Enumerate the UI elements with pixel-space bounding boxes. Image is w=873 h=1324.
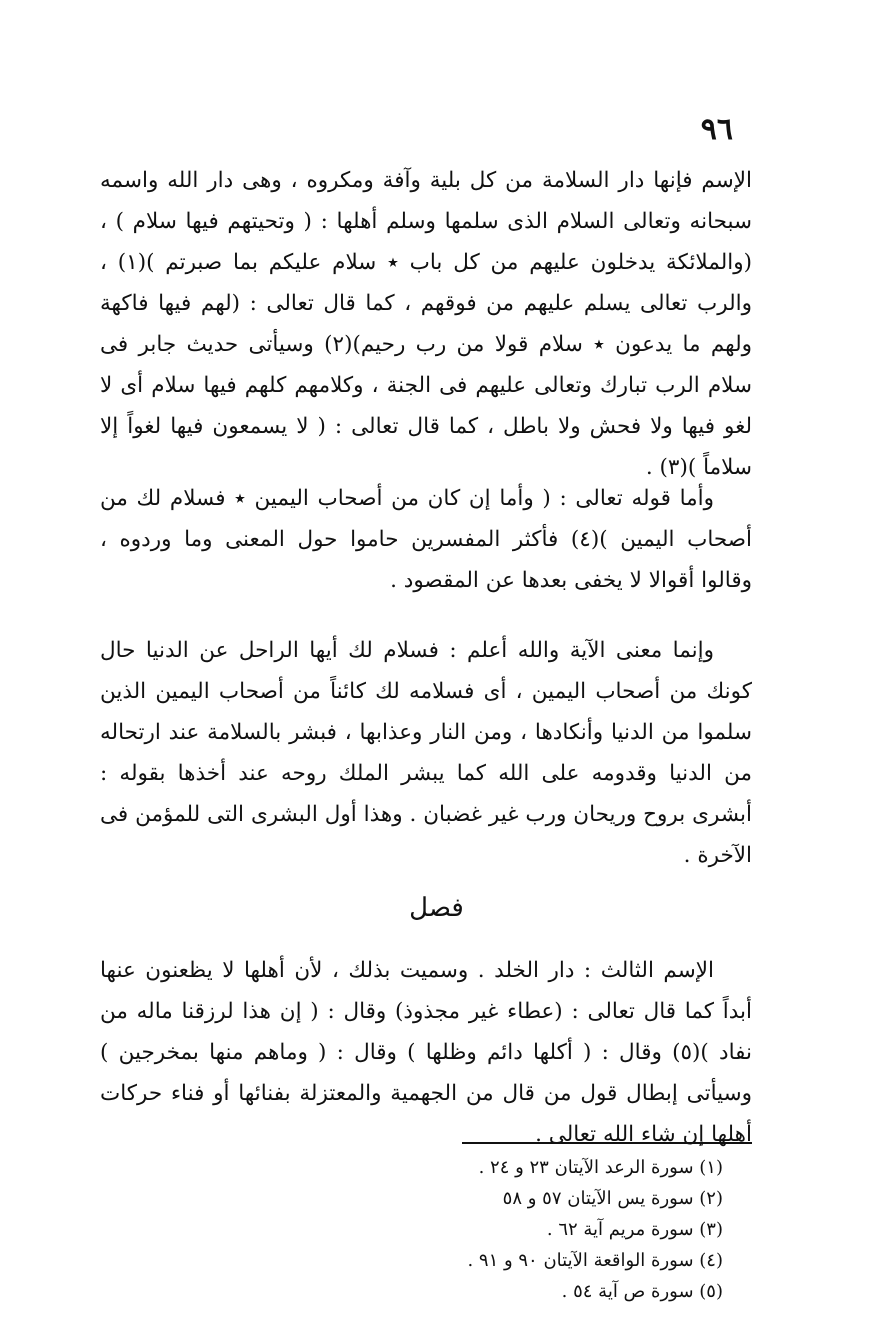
- paragraph-text: الإسم الثالث : دار الخلد . وسميت بذلك ، لأن أهلها لا يظعنون عنها أبداً كما قال تعالى : (عطاء غير مجذوذ) وقال : ( إن هذا لرزقنا ماله من نفاد )(٥) وقال : ( أكلها دائم وظلها ) وقال : ( وماهم منها بمخرجين ) وسيأتى إبطال قول من قال من الجهمية والمعتزلة بفنائها أو فناء حركات أهلها إن شاء الله تعالى .: [100, 958, 752, 1147]
- footnote-item: (٢) سورة يس الآيتان ٥٧ و ٥٨: [502, 1188, 723, 1209]
- section-heading: فصل: [409, 893, 464, 923]
- footnote-item: (٥) سورة ص آية ٥٤ .: [561, 1281, 723, 1302]
- page-number: ٩٦: [700, 112, 733, 147]
- paragraph-text: وإنما معنى الآية والله أعلم : فسلام لك أيها الراحل عن الدنيا حال كونك من أصحاب اليمين ، أى فسلامه لك كائناً من أصحاب اليمين الذين سلموا من الدنيا وأنكادها ، ومن النار وعذابها ، فبشر بالسلامة عند ارتحاله من الدنيا وقدومه على الله كما يبشر الملك روحه عند أخذها بقوله : أبشرى بروح وريحان ورب غير غضبان . وهذا أول البشرى التى للمؤمن فى الآخرة .: [100, 638, 752, 868]
- footnote-item: (١) سورة الرعد الآيتان ٢٣ و ٢٤ .: [478, 1157, 723, 1178]
- paragraph-meaning-of-verse: [100, 630, 752, 876]
- footnote-item: (٤) سورة الواقعة الآيتان ٩٠ و ٩١ .: [467, 1250, 723, 1271]
- paragraph-dar-al-khuld: [100, 950, 752, 1155]
- footnotes-list: [467, 1152, 723, 1307]
- paragraph-ashab-al-yamin: [100, 478, 752, 601]
- footnote-item: (٣) سورة مريم آية ٦٢ .: [546, 1219, 723, 1240]
- paragraph-text: الإسم فإنها دار السلامة من كل بلية وآفة ومكروه ، وهى دار الله واسمه سبحانه وتعالى السلام الذى سلمها وسلم أهلها : ( وتحيتهم فيها سلام ) ، (والملائكة يدخلون عليهم من كل باب ٭ سلام عليكم بما صبرتم )(١) ، والرب تعالى يسلم عليهم من فوقهم ، كما قال تعالى : (لهم فيها فاكهة ولهم ما يدعون ٭ سلام قولا من رب رحيم)(٢) وسيأتى حديث جابر فى سلام الرب تبارك وتعالى عليهم فى الجنة ، وكلامهم كلهم فيها سلام أى لا لغو فيها ولا فحش ولا باطل ، كما قال تعالى : ( لا يسمعون فيها لغواً إلا سلاماً )(٣) .: [100, 168, 753, 480]
- paragraph-dar-al-salam: [100, 160, 752, 488]
- footnote-divider: [462, 1142, 752, 1144]
- paragraph-text: وأما قوله تعالى : ( وأما إن كان من أصحاب اليمين ٭ فسلام لك من أصحاب اليمين )(٤) فأكثر المفسرين حاموا حول المعنى وما وردوه ، وقالوا أقوالا لا يخفى بعدها عن المقصود .: [100, 486, 753, 593]
